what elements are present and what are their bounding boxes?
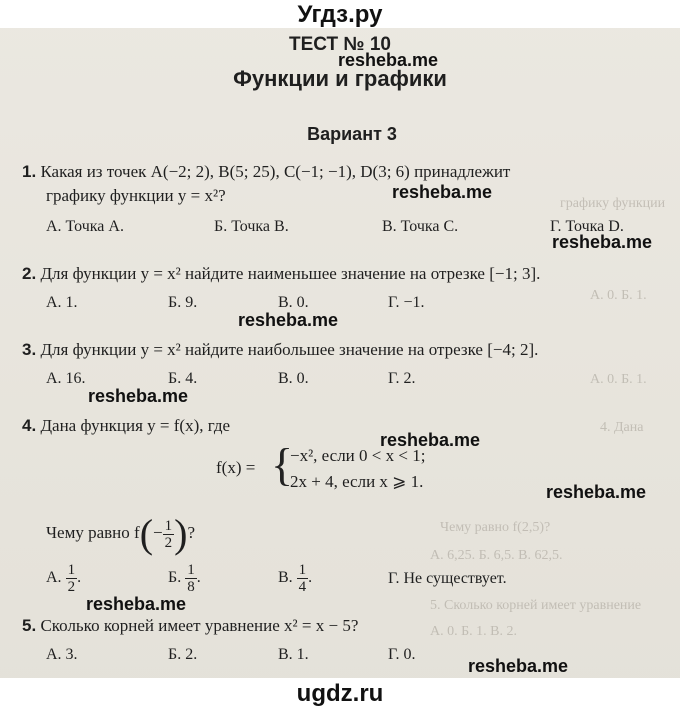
q4-option-b xyxy=(168,562,201,595)
question-4 xyxy=(22,416,230,436)
show-through-text: 5. Сколько корней имеет уравнение xyxy=(430,598,642,613)
q3-option-a: А. 16. xyxy=(46,370,86,387)
show-through-text: А. 0. Б. 1. xyxy=(590,372,647,387)
option-letter: А. xyxy=(46,569,62,587)
question-text: Для функции y = x² найдите наименьшее значение на отрезке [−1; 3]. xyxy=(40,264,541,283)
fraction-numerator: 1 xyxy=(67,562,76,578)
site-title-bottom: ugdz.ru xyxy=(296,680,384,707)
option-tail: . xyxy=(308,569,313,587)
show-through-text: А. 6,25. Б. 6,5. В. 62,5. xyxy=(430,548,563,563)
option-fraction xyxy=(66,562,78,595)
watermark: resheba.me xyxy=(338,50,439,70)
site-title-top: Угдз.ру xyxy=(297,1,383,28)
option-fraction xyxy=(185,562,197,595)
fraction-numerator: 1 xyxy=(187,562,195,578)
fraction-numerator: 1 xyxy=(164,517,173,534)
q4-option-a xyxy=(46,562,81,595)
q1-option-b: Б. Точка B. xyxy=(214,218,289,235)
watermark: resheba.me xyxy=(238,310,339,330)
question-text: Сколько корней имеет уравнение x² = x − 5? xyxy=(40,616,359,635)
q3-option-c: В. 0. xyxy=(278,370,309,387)
show-through-text: Чему равно f(2,5)? xyxy=(440,520,551,535)
show-through-text: А. 0. Б. 1. В. 2. xyxy=(430,624,517,639)
fraction-denominator: 2 xyxy=(67,579,76,595)
piecewise-brace: { xyxy=(271,439,294,490)
piecewise-case-2: 2x + 4, если x ⩾ 1. xyxy=(290,472,424,491)
question-2 xyxy=(22,264,540,284)
show-through-text: графику функции xyxy=(560,196,666,211)
watermark: resheba.me xyxy=(86,594,187,614)
question-number: 1. xyxy=(22,162,37,181)
ask-suffix: ? xyxy=(187,522,195,542)
question-text: Для функции y = x² найдите наибольшее значение на отрезке [−4; 2]. xyxy=(40,340,539,359)
show-through-text: А. 0. Б. 1. xyxy=(590,288,647,303)
q2-option-d: Г. −1. xyxy=(388,294,425,311)
fraction-denominator: 4 xyxy=(298,579,307,595)
variant-title: Вариант 3 xyxy=(307,124,397,144)
question-4-ask xyxy=(46,511,195,556)
q2-option-a: А. 1. xyxy=(46,294,78,311)
piecewise-label: f(x) = xyxy=(216,458,256,477)
option-fraction xyxy=(297,562,309,595)
q5-option-d: Г. 0. xyxy=(388,646,416,663)
q4-option-d: Г. Не существует. xyxy=(388,570,507,587)
question-3 xyxy=(22,340,538,360)
q1-option-c: В. Точка C. xyxy=(382,218,459,235)
question-1-line-2: графику функции y = x²? xyxy=(46,186,226,205)
test-subtitle: Функции и графики xyxy=(233,66,447,91)
q5-option-c: В. 1. xyxy=(278,646,309,663)
watermark: resheba.me xyxy=(468,656,569,676)
show-through-text: 4. Дана xyxy=(600,420,644,435)
question-number: 2. xyxy=(22,264,37,283)
watermark: resheba.me xyxy=(88,386,189,406)
option-tail: . xyxy=(196,569,201,587)
ask-fraction xyxy=(163,518,175,551)
fraction-denominator: 8 xyxy=(187,579,195,595)
test-title: ТЕСТ № 10 xyxy=(288,34,391,55)
watermark: resheba.me xyxy=(392,182,493,202)
fraction-numerator: 1 xyxy=(298,562,307,578)
q1-option-d: Г. Точка D. xyxy=(550,218,624,235)
piecewise-case-1: −x², если 0 < x < 1; xyxy=(290,446,426,465)
q3-option-b: Б. 4. xyxy=(168,370,198,387)
q2-option-b: Б. 9. xyxy=(168,294,198,311)
q4-option-c xyxy=(278,562,312,595)
ask-sign: − xyxy=(153,522,163,542)
q2-option-c: В. 0. xyxy=(278,294,309,311)
option-letter: В. xyxy=(278,569,293,587)
question-text: Какая из точек A(−2; 2), B(5; 25), C(−1; −1), D(3; 6) принадлежит xyxy=(40,162,511,181)
watermark: resheba.me xyxy=(546,482,647,502)
fraction-denominator: 2 xyxy=(164,534,173,551)
question-1 xyxy=(22,162,510,182)
q5-option-b: Б. 2. xyxy=(168,646,198,663)
q5-option-a: А. 3. xyxy=(46,646,78,663)
ask-prefix: Чему равно f xyxy=(46,522,140,542)
question-number: 3. xyxy=(22,340,37,359)
question-5 xyxy=(22,616,358,636)
q3-option-d: Г. 2. xyxy=(388,370,416,387)
question-text: Дана функция y = f(x), где xyxy=(40,416,231,435)
option-tail: . xyxy=(77,569,82,587)
watermark: resheba.me xyxy=(380,430,481,450)
q1-option-a: А. Точка A. xyxy=(46,218,124,235)
left-paren: ( xyxy=(139,511,154,556)
question-number: 4. xyxy=(22,416,37,435)
watermark: resheba.me xyxy=(552,232,653,252)
right-paren: ) xyxy=(174,511,188,556)
question-number: 5. xyxy=(22,616,37,635)
option-letter: Б. xyxy=(168,569,182,587)
